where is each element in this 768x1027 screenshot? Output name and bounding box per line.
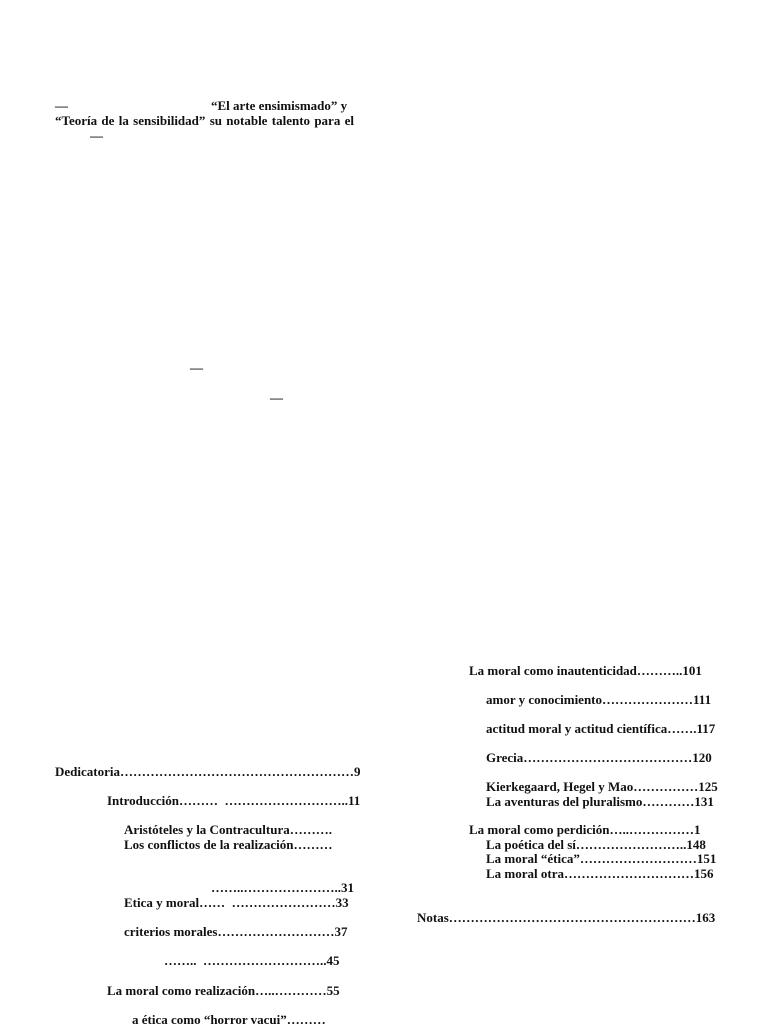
toc-entry: actitud moral y actitud científica…….117 xyxy=(486,721,716,736)
top-dash-1: — xyxy=(55,98,68,113)
top-text-line-2: “Teoría de la sensibilidad” su notable talento para el xyxy=(55,113,354,128)
toc-entry: La aventuras del pluralismo…………131 xyxy=(486,794,714,809)
toc-entry: Dedicatoria………………………………………………9 xyxy=(55,764,361,779)
toc-entry: La poética del sí……………………..148 xyxy=(486,837,706,852)
mid-dash-1: — xyxy=(190,360,203,375)
top-dash-2: — xyxy=(90,128,103,143)
toc-entry: La moral como inautenticidad………..101 xyxy=(469,663,702,678)
toc-entry: La moral como realización…..…………55 xyxy=(107,983,340,998)
toc-entry: Notas…………………………………………………163 xyxy=(417,910,716,925)
toc-entry: a ética como “horror vacui”……… xyxy=(132,1012,326,1027)
toc-entry: La moral “ética”………………………151 xyxy=(486,851,717,866)
toc-entry: La moral como perdición…..……………1 xyxy=(469,822,701,837)
toc-entry: Kierkegaard, Hegel y Mao……………125 xyxy=(486,779,718,794)
toc-entry: Etica y moral…… ……………………33 xyxy=(124,895,349,910)
toc-entry: Los conflictos de la realización……… xyxy=(124,837,333,852)
toc-entry: ……..…………………..31 xyxy=(211,880,354,895)
toc-entry: Aristóteles y la Contracultura………. xyxy=(124,822,332,837)
toc-entry: Introducción……… ………………………..11 xyxy=(107,793,361,808)
mid-dash-2: — xyxy=(270,390,283,405)
toc-entry: …….. ………………………..45 xyxy=(164,953,340,968)
top-quote-line: “El arte ensimismado” y xyxy=(211,98,348,113)
toc-entry: Grecia…………………………………120 xyxy=(486,750,712,765)
toc-entry: criterios morales………………………37 xyxy=(124,924,348,939)
toc-entry: La moral otra…………………………156 xyxy=(486,866,714,881)
toc-entry: amor y conocimiento…………………111 xyxy=(486,692,712,707)
